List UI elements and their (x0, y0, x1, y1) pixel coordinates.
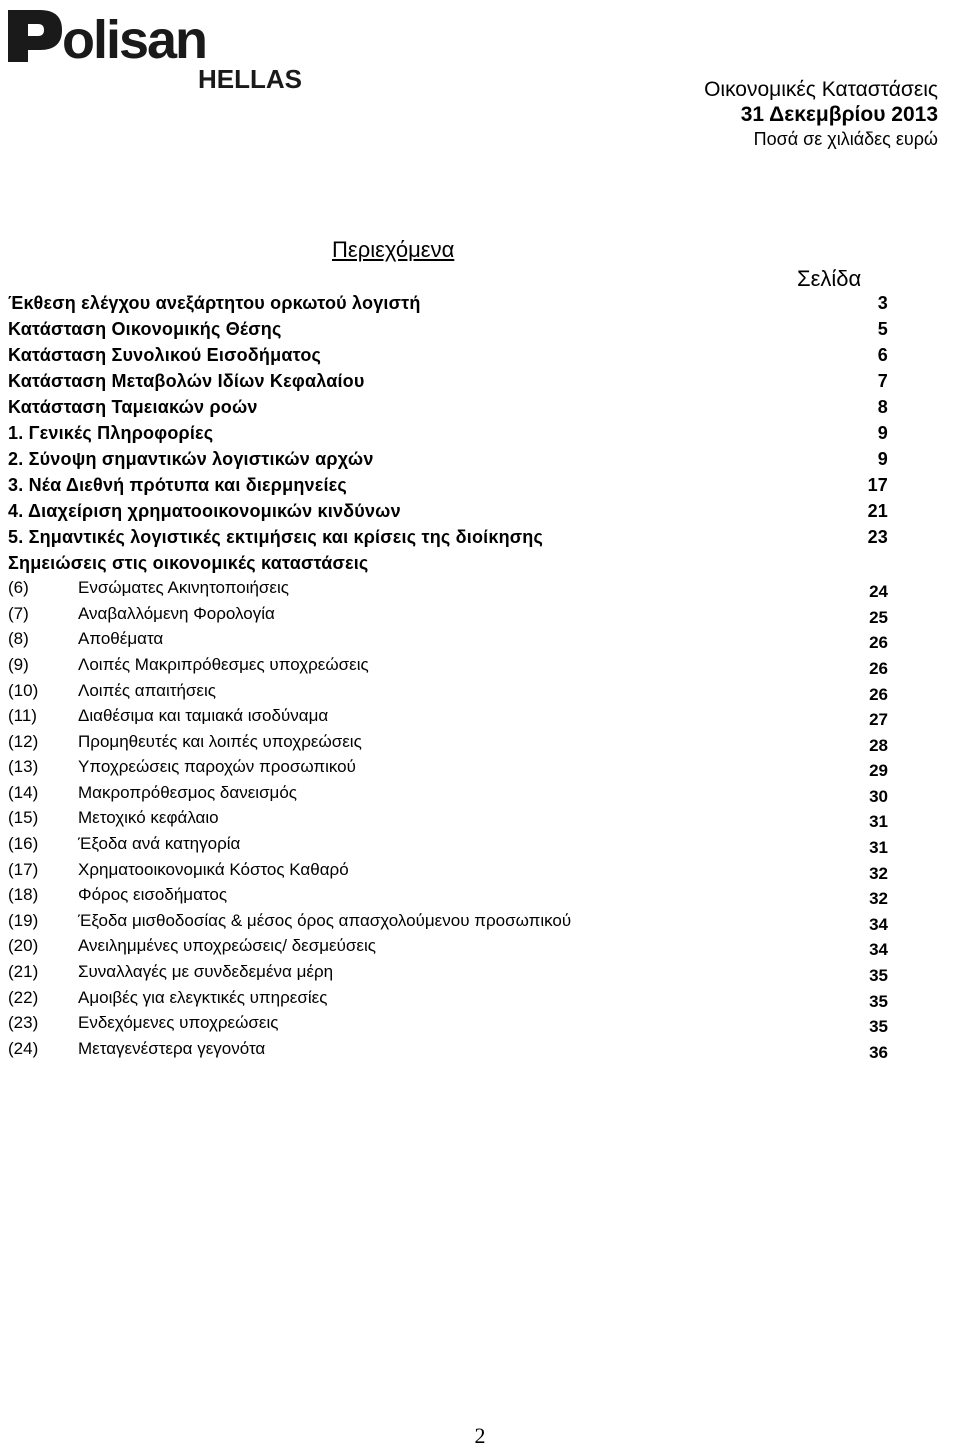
note-number: (22) (8, 988, 39, 1007)
toc-entry[interactable] (8, 397, 888, 423)
note-page: 30 (869, 787, 888, 806)
toc-entry-page: 23 (867, 527, 888, 547)
toc-entry-page: 7 (877, 371, 888, 391)
note-number: (21) (8, 962, 39, 981)
note-entry[interactable] (8, 860, 888, 886)
note-entry[interactable] (8, 1013, 888, 1039)
note-page: 27 (869, 710, 888, 729)
toc-entry-page: 8 (877, 397, 888, 417)
note-entry[interactable] (8, 1039, 888, 1065)
note-number: (15) (8, 808, 39, 827)
toc-entry-page: 5 (877, 319, 888, 339)
note-number: (9) (8, 655, 29, 674)
toc-entry-label: Κατάσταση Οικονομικής Θέσης (8, 319, 282, 339)
note-label: Φόρος εισοδήματος (78, 885, 228, 904)
note-entry[interactable] (8, 885, 888, 911)
toc-entry-page: 9 (877, 423, 888, 443)
toc-entry[interactable] (8, 501, 888, 527)
note-page: 25 (869, 608, 888, 627)
note-label: Μετοχικό κεφάλαιο (78, 808, 219, 827)
note-number: (14) (8, 783, 39, 802)
note-entry[interactable] (8, 757, 888, 783)
note-entry[interactable] (8, 936, 888, 962)
toc-entry-label: Κατάσταση Μεταβολών Ιδίων Κεφαλαίου (8, 371, 365, 391)
note-label: Προμηθευτές και λοιπές υποχρεώσεις (78, 732, 362, 751)
toc-entry-label: 1. Γενικές Πληροφορίες (8, 423, 214, 443)
document-title: Οικονομικές Καταστάσεις (704, 78, 938, 101)
note-label: Αμοιβές για ελεγκτικές υπηρεσίες (78, 988, 328, 1007)
note-entry[interactable] (8, 655, 888, 681)
note-number: (8) (8, 629, 29, 648)
note-number: (12) (8, 732, 39, 751)
note-page: 36 (869, 1043, 888, 1062)
note-number: (23) (8, 1013, 39, 1032)
note-entry[interactable] (8, 783, 888, 809)
toc-entry-page: 3 (877, 293, 888, 313)
note-label: Αποθέματα (78, 629, 164, 648)
note-entry[interactable] (8, 732, 888, 758)
note-page: 34 (869, 915, 888, 934)
note-number: (6) (8, 578, 29, 597)
logo-wordmark: olisan (62, 10, 207, 70)
note-entry[interactable] (8, 706, 888, 732)
note-page: 26 (869, 633, 888, 652)
note-page: 24 (869, 582, 888, 601)
toc-entry[interactable] (8, 449, 888, 475)
polisan-logo-graphic (0, 0, 320, 100)
note-page: 28 (869, 736, 888, 755)
toc-entry-label: 2. Σύνοψη σημαντικών λογιστικών αρχών (8, 449, 374, 469)
note-label: Χρηματοοικονομικά Κόστος Καθαρό (78, 860, 349, 879)
logo-subtitle: HELLAS (198, 64, 302, 94)
toc-entry[interactable] (8, 527, 888, 553)
note-label: Μακροπρόθεσμος δανεισμός (78, 783, 297, 802)
note-label: Συναλλαγές με συνδεδεμένα μέρη (78, 962, 334, 981)
toc-entry[interactable] (8, 475, 888, 501)
note-number: (17) (8, 860, 39, 879)
note-number: (24) (8, 1039, 39, 1058)
note-number: (13) (8, 757, 39, 776)
toc-entry[interactable] (8, 345, 888, 371)
note-entry[interactable] (8, 988, 888, 1014)
note-label: Λοιπές Μακριπρόθεσμες υποχρεώσεις (78, 655, 369, 674)
toc-entry-label: 4. Διαχείριση χρηματοοικονομικών κινδύνων (8, 501, 401, 521)
toc-entry[interactable] (8, 319, 888, 345)
note-label: Αναβαλλόμενη Φορολογία (78, 604, 275, 623)
document-date: 31 Δεκεμβρίου 2013 (740, 103, 938, 126)
page-number: 2 (474, 1423, 486, 1448)
page-column-label: Σελίδα (797, 266, 862, 291)
toc-entry[interactable] (8, 423, 888, 449)
note-number: (19) (8, 911, 39, 930)
note-label: Έξοδα μισθοδοσίας & μέσος όρος απασχολούμενου προσωπικού (78, 911, 572, 930)
note-number: (10) (8, 681, 39, 700)
note-entry[interactable] (8, 962, 888, 988)
note-label: Ενσώματες Ακινητοποιήσεις (78, 578, 289, 597)
note-entry[interactable] (8, 604, 888, 630)
note-number: (16) (8, 834, 39, 853)
note-entry[interactable] (8, 578, 888, 604)
note-label: Λοιπές απαιτήσεις (78, 681, 216, 700)
note-label: Υποχρεώσεις παροχών προσωπικού (78, 757, 356, 776)
note-entry[interactable] (8, 629, 888, 655)
note-label: Ανειλημμένες υποχρεώσεις/ δεσμεύσεις (78, 936, 376, 955)
notes-heading-label: Σημειώσεις στις οικονομικές καταστάσεις (8, 553, 369, 573)
currency-note: Ποσά σε χιλιάδες ευρώ (753, 129, 938, 149)
note-entry[interactable] (8, 808, 888, 834)
note-entry[interactable] (8, 834, 888, 860)
note-entry[interactable] (8, 681, 888, 707)
note-number: (20) (8, 936, 39, 955)
toc-entry-page: 21 (867, 501, 888, 521)
note-label: Έξοδα ανά κατηγορία (78, 834, 241, 853)
note-label: Διαθέσιμα και ταμιακά ισοδύναμα (78, 706, 329, 725)
note-page: 29 (869, 761, 888, 780)
note-page: 35 (869, 966, 888, 985)
toc-entry-label: 3. Νέα Διεθνή πρότυπα και διερμηνείες (8, 475, 347, 495)
note-number: (18) (8, 885, 39, 904)
note-page: 26 (869, 659, 888, 678)
note-label: Μεταγενέστερα γεγονότα (78, 1039, 266, 1058)
note-page: 32 (869, 889, 888, 908)
note-page: 32 (869, 864, 888, 883)
note-page: 31 (869, 812, 888, 831)
toc-entry[interactable] (8, 371, 888, 397)
notes-heading (8, 553, 888, 579)
polisan-logo (0, 0, 320, 100)
note-page: 35 (869, 1017, 888, 1036)
note-page: 35 (869, 992, 888, 1011)
note-number: (7) (8, 604, 29, 623)
note-page: 34 (869, 940, 888, 959)
toc-entry-label: Έκθεση ελέγχου ανεξάρτητου ορκωτού λογιστή (8, 293, 421, 313)
toc-entry-page: 17 (867, 475, 888, 495)
toc-entry-label: 5. Σημαντικές λογιστικές εκτιμήσεις και κρίσεις της διοίκησης (8, 527, 544, 547)
note-page: 31 (869, 838, 888, 857)
toc-entry-page: 6 (877, 345, 888, 365)
toc-entry[interactable] (8, 293, 888, 319)
note-label: Ενδεχόμενες υποχρεώσεις (78, 1013, 279, 1032)
toc-entry-page: 9 (877, 449, 888, 469)
toc-title: Περιεχόμενα (332, 237, 455, 262)
toc-entry-label: Κατάσταση Ταμειακών ροών (8, 397, 258, 417)
note-entry[interactable] (8, 911, 888, 937)
note-number: (11) (8, 706, 37, 725)
toc-entry-label: Κατάσταση Συνολικού Εισοδήματος (8, 345, 322, 365)
note-page: 26 (869, 685, 888, 704)
